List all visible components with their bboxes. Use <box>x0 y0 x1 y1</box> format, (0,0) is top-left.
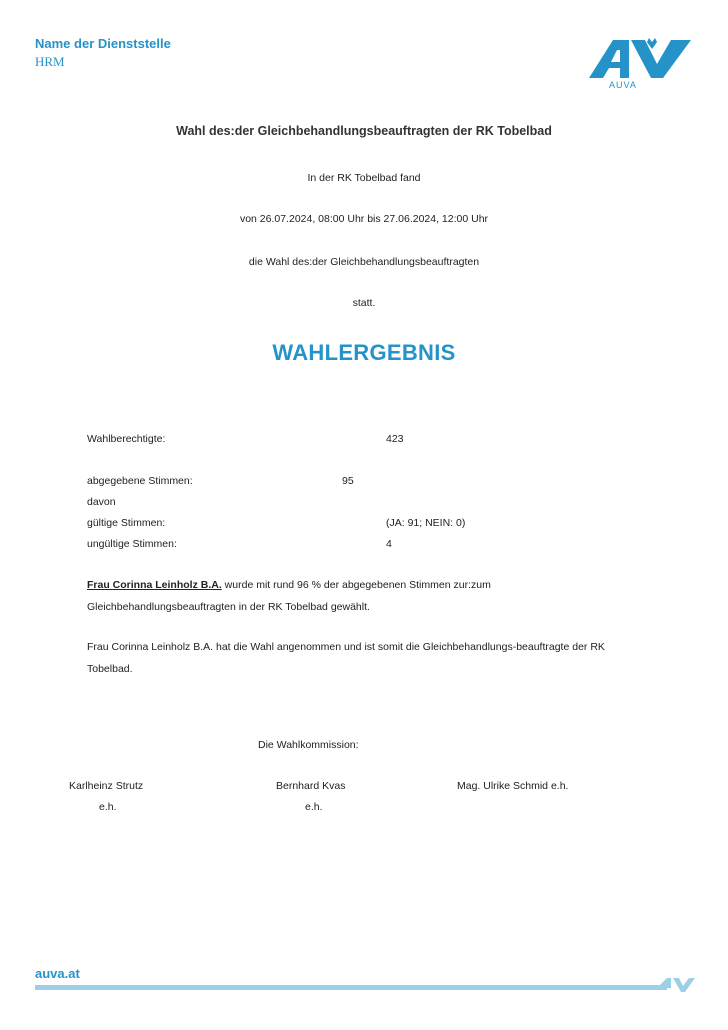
footer-logo-mark <box>655 972 695 996</box>
valid-value: (JA: 91; NEIN: 0) <box>386 517 466 529</box>
invalid-value: 4 <box>386 538 392 550</box>
auva-logo <box>587 34 694 90</box>
acceptance-text-2: Tobelbad. <box>87 663 133 675</box>
acceptance-text-1: Frau Corinna Leinholz B.A. hat die Wahl angenommen und ist somit die Gleichbehandlungs-beauftragte der RK <box>87 641 605 653</box>
cast-label: abgegebene Stimmen: <box>87 475 193 487</box>
elected-paragraph <box>87 574 657 618</box>
acceptance-paragraph <box>87 636 657 680</box>
eligible-value: 423 <box>386 433 404 445</box>
eligible-label: Wahlberechtigte: <box>87 433 166 445</box>
commission-member-note: e.h. <box>99 801 117 813</box>
invalid-label: ungültige Stimmen: <box>87 538 177 550</box>
organization-name: Name der Dienststelle <box>35 36 171 51</box>
organization-unit: HRM <box>35 54 65 69</box>
document-title: Wahl des:der Gleichbehandlungsbeauftragten der RK Tobelbad <box>176 124 552 138</box>
of-which-label: davon <box>87 496 116 508</box>
footer-website-link[interactable]: auva.at <box>35 966 80 981</box>
logo-text: AUVA <box>609 80 637 90</box>
commission-member-name: Karlheinz Strutz <box>69 780 144 792</box>
intro-line-3: die Wahl des:der Gleichbehandlungsbeauftragten <box>248 256 480 268</box>
intro-line-4: statt. <box>352 297 376 309</box>
commission-member-name: Bernhard Kvas <box>276 780 346 792</box>
election-period: von 26.07.2024, 08:00 Uhr bis 27.06.2024, 12:00 Uhr <box>239 213 489 225</box>
elected-text-2: Gleichbehandlungsbeauftragten in der RK Tobelbad gewählt. <box>87 601 370 613</box>
cast-value: 95 <box>342 475 354 487</box>
commission-member-name: Mag. Ulrike Schmid e.h. <box>457 780 569 792</box>
elected-name: Frau Corinna Leinholz B.A. <box>87 579 222 591</box>
valid-label: gültige Stimmen: <box>87 517 166 529</box>
intro-line-1: In der RK Tobelbad fand <box>307 172 421 184</box>
elected-text-1: wurde mit rund 96 % der abgegebenen Stimmen zur:zum <box>221 579 491 591</box>
footer-divider <box>35 985 667 990</box>
result-heading: WAHLERGEBNIS <box>272 340 456 365</box>
commission-heading: Die Wahlkommission: <box>258 739 359 751</box>
commission-member-note: e.h. <box>305 801 323 813</box>
